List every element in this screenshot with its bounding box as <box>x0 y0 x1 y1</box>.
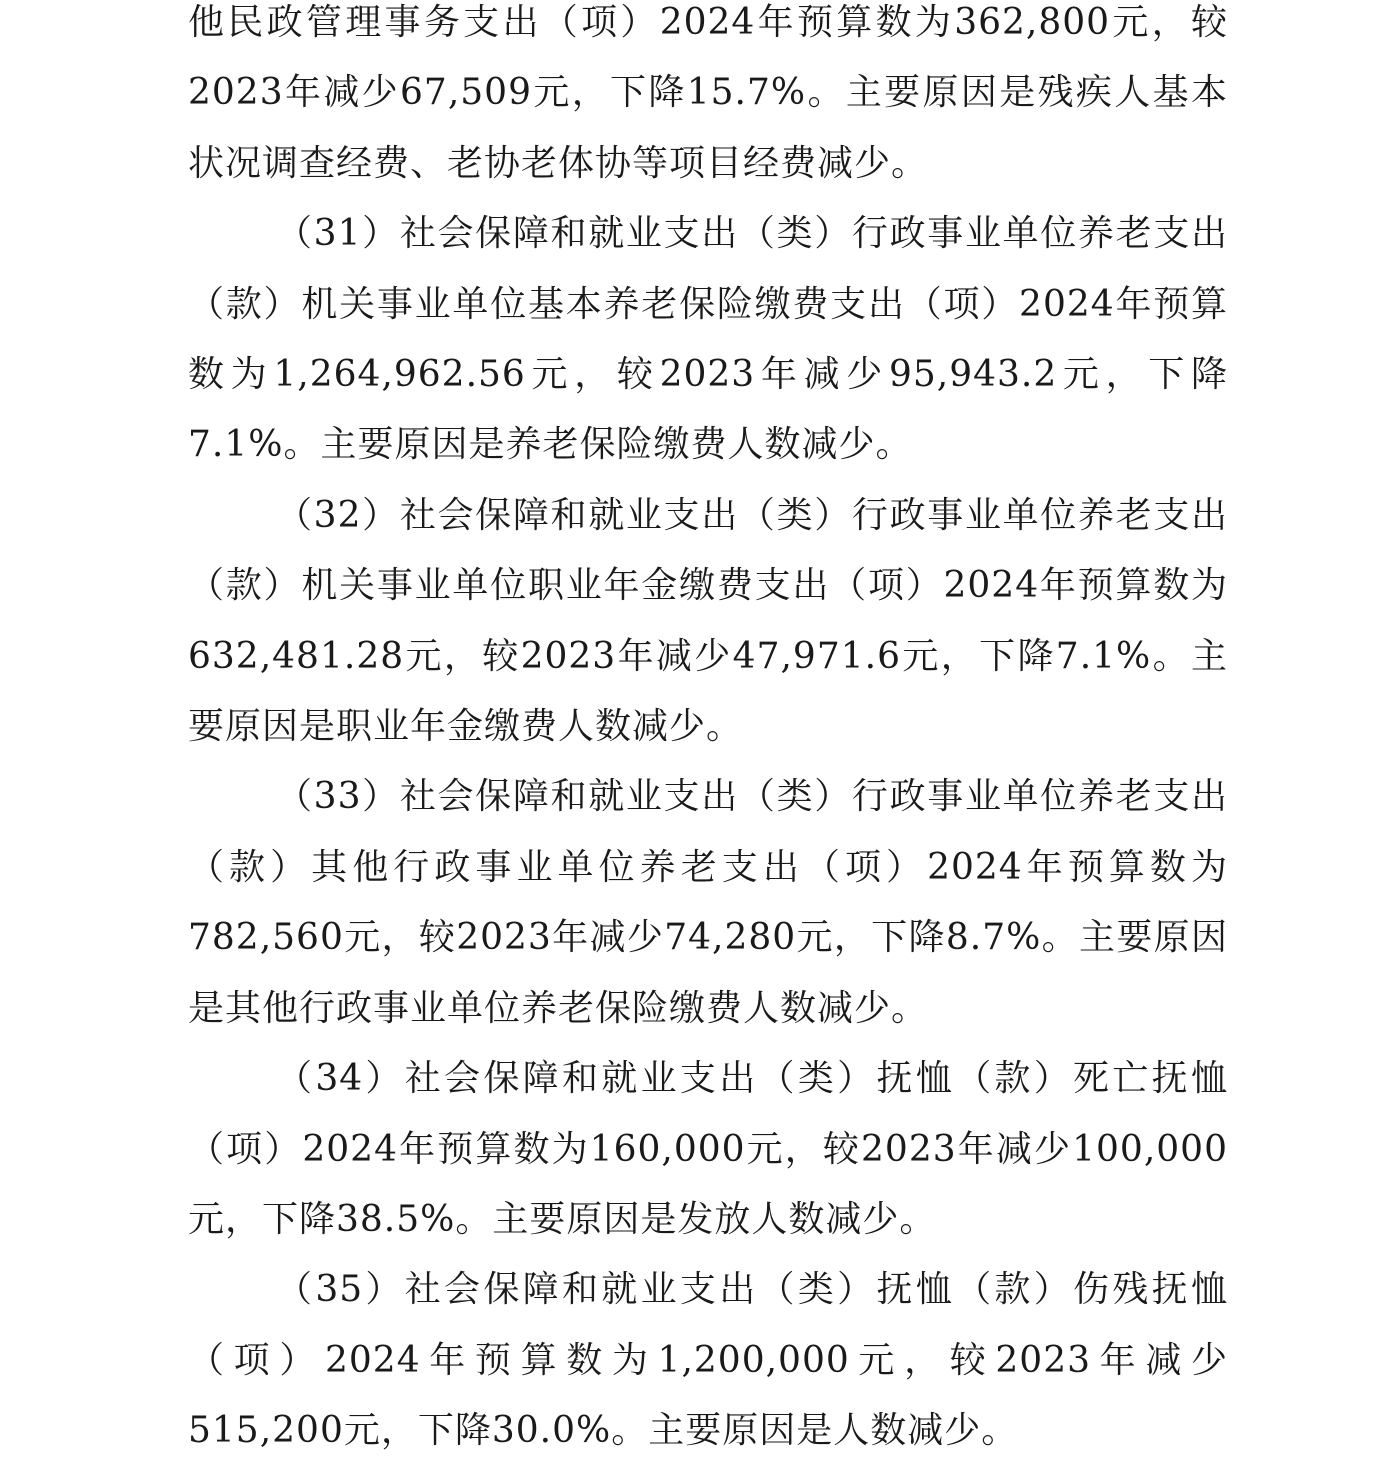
paragraph-continued: 他民政管理事务支出（项）2024年预算数为362,800元，较2023年减少67,509元，下降15.7%。主要原因是残疾人基本状况调查经费、老协老体协等项目经费减少。 <box>188 2 1228 184</box>
paragraph-33: （33）社会保障和就业支出（类）行政事业单位养老支出（款）其他行政事业单位养老支出（项）2024年预算数为782,560元，较2023年减少74,280元，下降8.7%。主要原因是其他行政事业单位养老保险缴费人数减少。 <box>188 776 1228 1029</box>
paragraph-32: （32）社会保障和就业支出（类）行政事业单位养老支出（款）机关事业单位职业年金缴费支出（项）2024年预算数为632,481.28元，较2023年减少47,971.6元，下降7.1%。主要原因是职业年金缴费人数减少。 <box>188 494 1228 748</box>
paragraph-34: （34）社会保障和就业支出（类）抚恤（款）死亡抚恤（项）2024年预算数为160,000元，较2023年减少100,000元，下降38.5%。主要原因是发放人数减少。 <box>188 1058 1228 1240</box>
paragraph-35: （35）社会保障和就业支出（类）抚恤（款）伤残抚恤（项）2024年预算数为1,200,000元，较2023年减少515,200元，下降30.0%。主要原因是人数减少。 <box>188 1269 1228 1452</box>
paragraph-31: （31）社会保障和就业支出（类）行政事业单位养老支出（款）机关事业单位基本养老保险缴费支出（项）2024年预算数为1,264,962.56元，较2023年减少95,943.2元，下降7.1%。主要原因是养老保险缴费人数减少。 <box>188 213 1228 466</box>
document-body <box>188 0 1228 1467</box>
